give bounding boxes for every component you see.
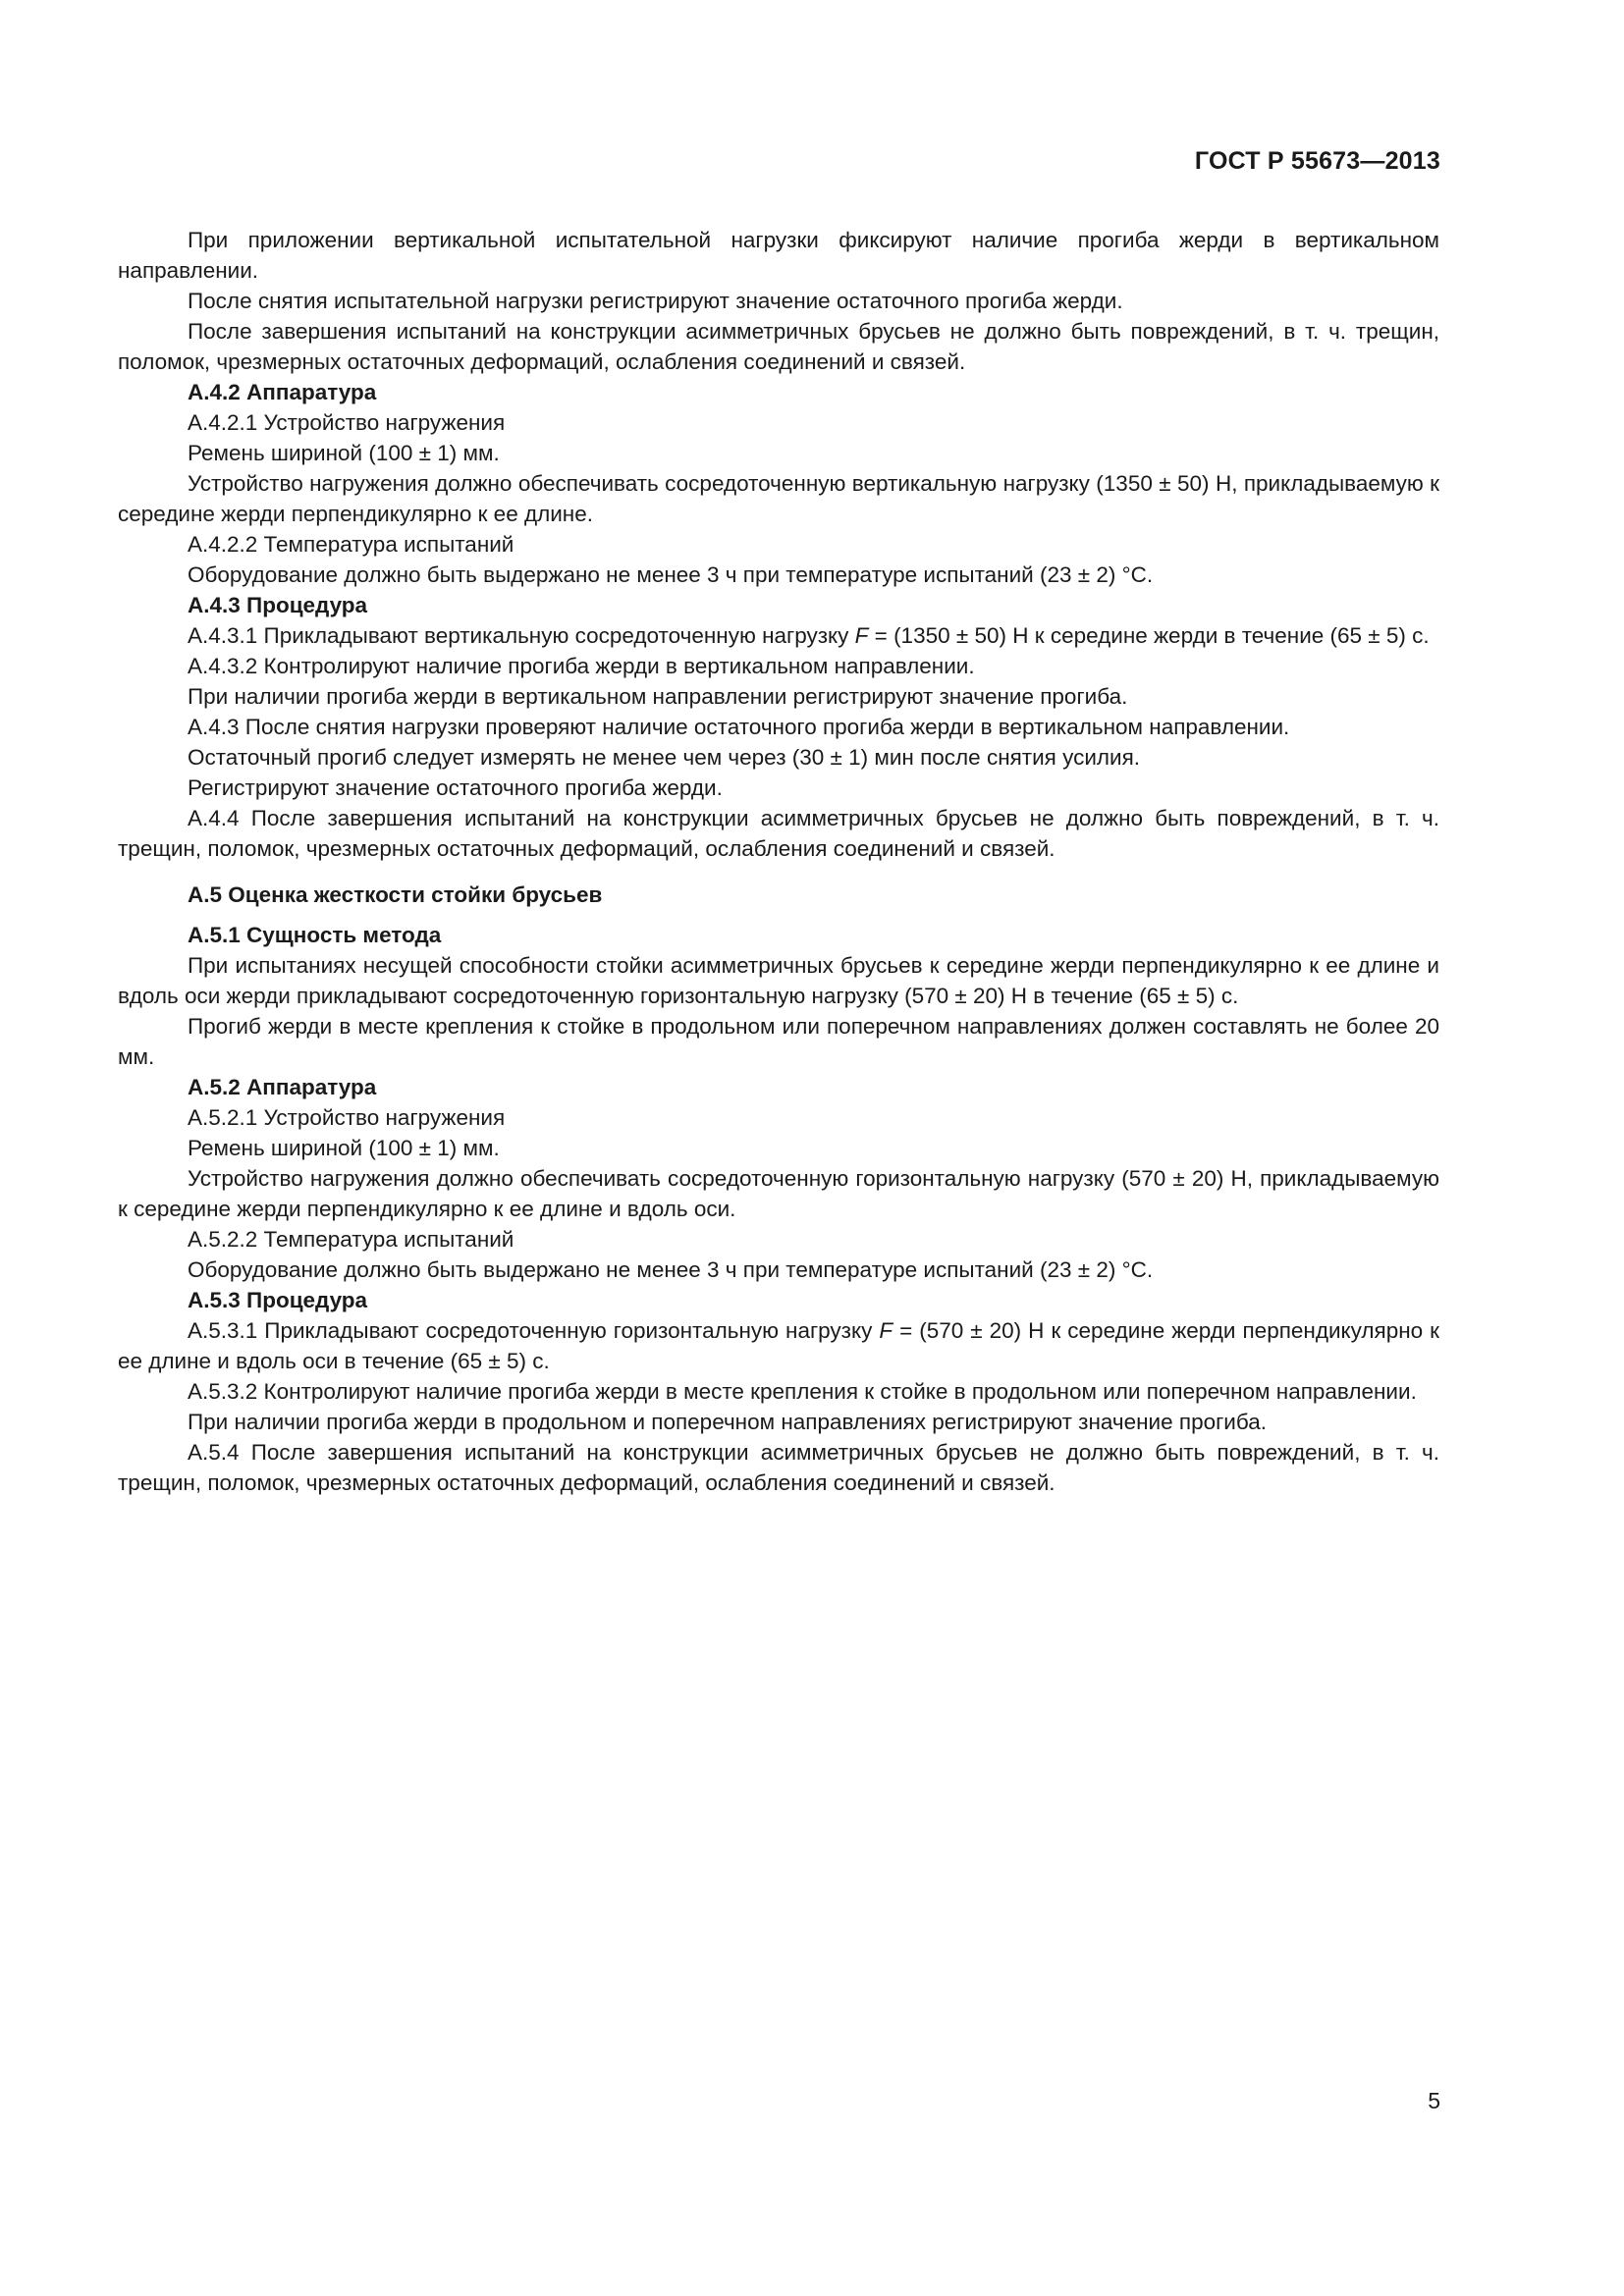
document-body	[118, 225, 1439, 1498]
subsection-heading-a43: А.4.3 Процедура	[188, 593, 368, 617]
text-run: = (570 ± 20) Н к середине жерди перпендикулярно к ее длине и вдоль оси в течение (65 ± 5) с.	[118, 1318, 1439, 1373]
subsection-heading-a42: А.4.2 Аппаратура	[188, 380, 377, 404]
paragraph: А.5.2.2 Температура испытаний	[188, 1227, 514, 1252]
paragraph-a531	[118, 1315, 1439, 1376]
paragraph: При испытаниях несущей способности стойки асимметричных брусьев к середине жерди перпендикулярно к ее длине и вдоль оси жерди прикладывают сосредоточенную горизонтальную нагрузку (570 ± 20) Н в течение (65 ± 5) с.	[118, 953, 1439, 1008]
paragraph: Регистрируют значение остаточного прогиба жерди.	[188, 775, 723, 800]
paragraph: А.4.3 После снятия нагрузки проверяют наличие остаточного прогиба жерди в вертикальном направлении.	[188, 715, 1290, 739]
paragraph: Оборудование должно быть выдержано не менее 3 ч при температуре испытаний (23 ± 2) °С.	[188, 1257, 1154, 1282]
paragraph: Оборудование должно быть выдержано не менее 3 ч при температуре испытаний (23 ± 2) °С.	[188, 562, 1154, 587]
force-variable: F	[879, 1318, 893, 1343]
subsection-heading-a53: А.5.3 Процедура	[188, 1288, 368, 1312]
text-run: А.5.3.1 Прикладывают сосредоточенную горизонтальную нагрузку	[188, 1318, 880, 1343]
paragraph: При приложении вертикальной испытательной нагрузки фиксируют наличие прогиба жерди в вертикальном направлении.	[118, 228, 1439, 283]
text-run: = (1350 ± 50) Н к середине жерди в течение (65 ± 5) с.	[868, 623, 1430, 648]
paragraph-a431	[118, 620, 1439, 651]
text-run: А.4.3.1 Прикладывают вертикальную сосредоточенную нагрузку	[188, 623, 855, 648]
paragraph: Устройство нагружения должно обеспечивать сосредоточенную горизонтальную нагрузку (570 ± 20) Н, прикладываемую к середине жерди перпендикулярно к ее длине и вдоль оси.	[118, 1166, 1439, 1221]
paragraph: А.5.4 После завершения испытаний на конструкции асимметричных брусьев не должно быть повреждений, в т. ч. трещин, поломок, чрезмерных остаточных деформаций, ослабления соединений и связей.	[118, 1440, 1439, 1495]
document-code-header: ГОСТ Р 55673—2013	[1194, 147, 1440, 175]
paragraph: А.4.3.2 Контролируют наличие прогиба жерди в вертикальном направлении.	[188, 654, 975, 678]
force-variable: F	[854, 623, 869, 648]
paragraph: Прогиб жерди в месте крепления к стойке в продольном или поперечном направлениях должен составлять не более 20 мм.	[118, 1014, 1439, 1069]
section-heading-a5: А.5 Оценка жесткости стойки брусьев	[188, 882, 603, 907]
paragraph: А.4.2.2 Температура испытаний	[188, 532, 514, 557]
paragraph: При наличии прогиба жерди в вертикальном направлении регистрируют значение прогиба.	[188, 684, 1128, 709]
paragraph: Ремень шириной (100 ± 1) мм.	[188, 1136, 500, 1160]
page-number: 5	[1428, 2088, 1440, 2113]
paragraph: Остаточный прогиб следует измерять не менее чем через (30 ± 1) мин после снятия усилия.	[188, 745, 1141, 770]
paragraph: А.4.4 После завершения испытаний на конструкции асимметричных брусьев не должно быть повреждений, в т. ч. трещин, поломок, чрезмерных остаточных деформаций, ослабления соединений и связей.	[118, 806, 1439, 861]
paragraph: После снятия испытательной нагрузки регистрируют значение остаточного прогиба жерди.	[188, 289, 1123, 313]
paragraph: После завершения испытаний на конструкции асимметричных брусьев не должно быть повреждений, в т. ч. трещин, поломок, чрезмерных остаточных деформаций, ослабления соединений и связей.	[118, 319, 1439, 374]
paragraph: А.5.3.2 Контролируют наличие прогиба жерди в месте крепления к стойке в продольном или поперечном направлении.	[188, 1379, 1417, 1404]
paragraph: Устройство нагружения должно обеспечивать сосредоточенную вертикальную нагрузку (1350 ± 50) Н, прикладываемую к середине жерди перпендикулярно к ее длине.	[118, 471, 1439, 526]
paragraph: А.4.2.1 Устройство нагружения	[188, 410, 506, 435]
subsection-heading-a51: А.5.1 Сущность метода	[188, 923, 442, 947]
subsection-heading-a52: А.5.2 Аппаратура	[188, 1075, 377, 1099]
paragraph: А.5.2.1 Устройство нагружения	[188, 1105, 506, 1130]
paragraph: При наличии прогиба жерди в продольном и поперечном направлениях регистрируют значение прогиба.	[188, 1410, 1268, 1434]
paragraph: Ремень шириной (100 ± 1) мм.	[188, 441, 500, 465]
